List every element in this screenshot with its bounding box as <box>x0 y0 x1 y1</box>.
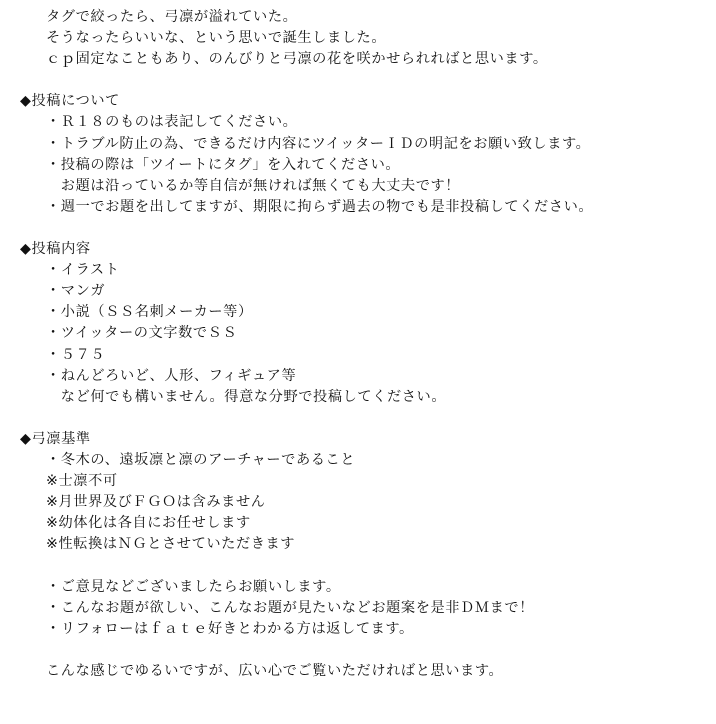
spacer <box>0 70 716 91</box>
note-item: ・こんなお題が欲しい、こんなお題が見たいなどお題案を是非ＤＭまで！ <box>46 599 534 616</box>
criteria-heading: ◆弓凛基準 <box>20 430 91 447</box>
spacer <box>0 218 716 239</box>
note-item: ・ご意見などございましたらお願いします。 <box>46 578 341 595</box>
spacer <box>0 555 716 576</box>
intro-line: ｃｐ固定なこともあり、のんびりと弓凛の花を咲かせられればと思います。 <box>46 51 548 68</box>
criteria-note: ※士凛不可 <box>46 473 118 490</box>
posting-rule-item: ・トラブル防止の為、できるだけ内容にツイッターＩＤの明記をお願い致します。 <box>46 135 591 152</box>
posting-rule-item: お題は沿っているか等自信が無ければ無くても大丈夫です！ <box>46 177 461 194</box>
spacer <box>0 408 716 429</box>
spacer <box>0 640 716 661</box>
note-item: ・リフォローはｆａｔｅ好きとわかる方は返してます。 <box>46 620 414 637</box>
posting-rule-item: ・週一でお題を出してますが、期限に拘らず過去の物でも是非投稿してください。 <box>46 198 594 215</box>
posting-rules-heading: ◆投稿について <box>20 93 120 110</box>
posting-rule-item: ・Ｒ１８のものは表記してください。 <box>46 114 298 131</box>
intro-line: タグで絞ったら、弓凛が溢れていた。 <box>46 9 298 25</box>
criteria-item: ・冬木の、遠坂凛と凛のアーチャーであること <box>46 451 356 468</box>
post-contents-item: ・小説（ＳＳ名刺メーカー等） <box>46 304 253 321</box>
intro-line: そうなったらいいな、という思いで誕生しました。 <box>46 30 387 47</box>
post-contents-heading: ◆投稿内容 <box>20 241 91 258</box>
post-contents-item: ・５７５ <box>46 346 106 363</box>
post-contents-item: ・マンガ <box>46 283 106 300</box>
criteria-note: ※性転換はＮＧとさせていただきます <box>46 536 296 553</box>
closing-line: こんな感じでゆるいですが、広い心でご覧いただければと思います。 <box>46 662 504 679</box>
post-contents-item: など何でも構いません。得意な分野で投稿してください。 <box>46 388 447 405</box>
document-body <box>0 7 716 682</box>
post-contents-item: ・イラスト <box>46 262 120 279</box>
criteria-note: ※幼体化は各自にお任せします <box>46 515 251 532</box>
posting-rule-item: ・投稿の際は「ツイートにタグ」を入れてください。 <box>46 156 401 173</box>
post-contents-item: ・ツイッターの文字数でＳＳ <box>46 325 238 342</box>
criteria-note: ※月世界及びＦＧＯは含みません <box>46 494 266 511</box>
post-contents-item: ・ねんどろいど、人形、フィギュア等 <box>46 367 297 384</box>
